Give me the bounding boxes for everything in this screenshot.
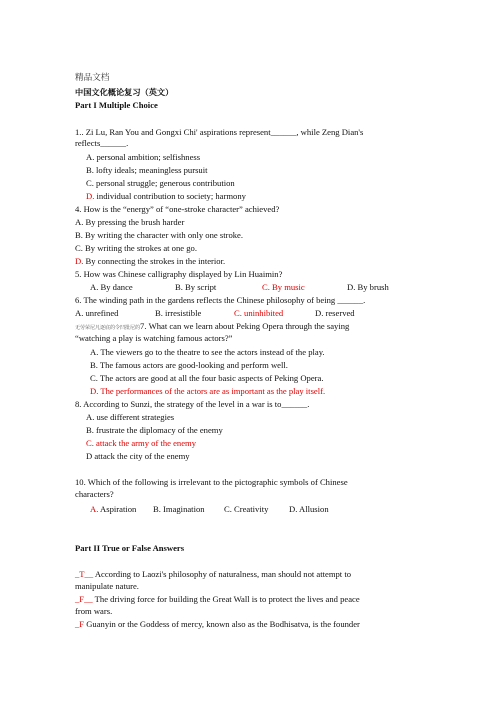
q10-option-a: A. Aspiration (90, 504, 137, 514)
q5-option-c: C. By music (262, 282, 305, 292)
q1-stem-line1: 1.. Zi Lu, Ran You and Gongxi Chi' aspirations represent______, while Zeng Dian's (75, 127, 364, 137)
course-title: 中国文化概论复习（英文） (75, 88, 174, 97)
q1-option-c: C. personal struggle; generous contribution (86, 178, 235, 188)
part1-title: Part I Multiple Choice (75, 100, 158, 110)
q8-stem: 8. According to Sunzi, the strategy of the level in a war is to______. (75, 399, 310, 409)
q7-option-a: A. The viewers go to the theatre to see the actors instead of the play. (90, 347, 325, 357)
q8-option-b: B. frustrate the diplomacy of the enemy (86, 425, 223, 435)
tf-statement-2-line2: from wars. (75, 606, 113, 616)
q7-stem-line2: “watching a play is watching famous actors?” (75, 333, 233, 343)
q6-option-d: D. reserved (315, 308, 355, 318)
q7-stem-line1: 无劳荣尼凡逐底的令凹批尼的7. What can we learn about Peking Opera through the saying (75, 321, 350, 331)
q6-stem: 6. The winding path in the gardens reflects the Chinese philosophy of being ______. (75, 295, 366, 305)
q7-option-d: D. The performances of the actors are as important as the play itself. (90, 386, 326, 396)
q1-option-a: A. personal ambition; selfishness (86, 152, 201, 162)
q1-option-b: B. lofty ideals; meaningless pursuit (86, 165, 208, 175)
q8-option-a: A. use different strategies (86, 412, 175, 422)
q4-stem: 4. How is the “energy” of “one-stroke character” achieved? (75, 204, 280, 214)
q5-option-b: B. By script (175, 282, 217, 292)
q1-option-d: D. individual contribution to society; harmony (86, 191, 246, 201)
tf-statement-2-line1: _F__ The driving force for building the Great Wall is to protect the lives and peace (75, 594, 360, 604)
q4-answer-letter: D. (75, 256, 84, 266)
q10-stem-line1: 10. Which of the following is irrelevant to the pictographic symbols of Chinese (75, 477, 348, 487)
q8-option-c: C. attack the army of the enemy (86, 438, 197, 448)
tf-answer-2: _F__ (75, 594, 93, 604)
tf-statement-1-line1: _T__ According to Laozi's philosophy of naturalness, man should not attempt to (75, 569, 352, 579)
tf-answer-1: _T__ (75, 569, 94, 579)
q1-answer-letter: D. (86, 191, 95, 201)
q10-option-b: B. Imagination (153, 504, 205, 514)
q7-tiny-note: 无劳荣尼凡逐底的令凹批尼的 (75, 326, 141, 331)
tf-statement-1-line2: manipulate nature. (75, 581, 139, 591)
q10-stem-line2: characters? (75, 489, 114, 499)
q10-option-d: D. Allusion (289, 504, 329, 514)
q4-option-d: D. By connecting the strokes in the interior. (75, 256, 226, 266)
q6-option-c: C. uninhibited (234, 308, 284, 318)
q6-option-b: B. irresistible (155, 308, 202, 318)
q1-stem-line2: reflects______. (75, 138, 129, 148)
q10-option-c: C. Creativity (224, 504, 269, 514)
watermark-text: 精品文档 (75, 72, 110, 82)
q6-option-a: A. unrefined (75, 308, 119, 318)
q4-option-b: B. By writing the character with only one stroke. (75, 230, 244, 240)
q10-answer-letter: A. (90, 504, 99, 514)
tf-answer-3: _F (75, 619, 85, 629)
q5-option-d: D. By brush (347, 282, 389, 292)
tf-statement-3-line1: _F Guanyin or the Goddess of mercy, known also as the Bodhisatva, is the founder (75, 619, 360, 629)
q4-option-c: C. By writing the strokes at one go. (75, 243, 197, 253)
q5-option-a: A. By dance (90, 282, 133, 292)
q8-option-d: D attack the city of the enemy (86, 451, 190, 461)
part2-title: Part II True or False Answers (75, 543, 185, 553)
q4-option-a: A. By pressing the brush harder (75, 217, 185, 227)
q7-option-c: C. The actors are good at all the four basic aspects of Peking Opera. (90, 373, 324, 383)
q7-option-b: B. The famous actors are good-looking and perform well. (90, 360, 288, 370)
q5-stem: 5. How was Chinese calligraphy displayed by Lin Huaimin? (75, 269, 283, 279)
